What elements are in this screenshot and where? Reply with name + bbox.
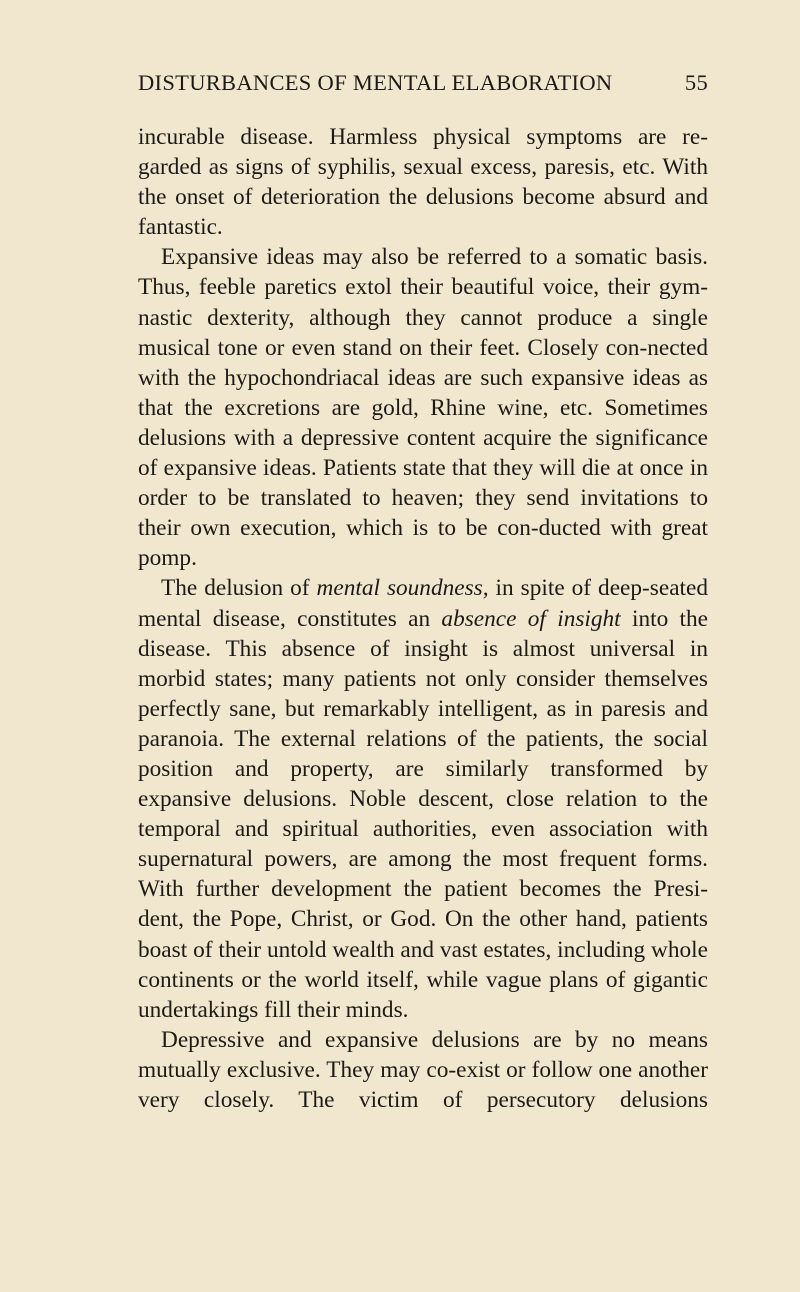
paragraph-3-text-b: in spite of deep-seated mental disease, constitutes an bbox=[138, 575, 708, 632]
paragraph-1 bbox=[138, 122, 708, 242]
paragraph-4 bbox=[138, 1025, 708, 1115]
running-title: DISTURBANCES OF MENTAL ELABORATION bbox=[138, 70, 613, 95]
paragraph-3-text-c: into the disease. This absence of insight is almost universal in morbid states; many patients not only consider themselves perfectly sane, but remarkably intelligent, as in paresis and paranoia. The external relations of the patients, the social position and property, are similarly transformed by expansive delusions. Noble descent, close relation to the temporal and spiritual authorities, even association with supernatural powers, are among the most frequent forms. With further development the patient becomes the Presi-dent, the Pope, Christ, or God. On the other hand, patients boast of their untold wealth and vast estates, including whole continents or the world itself, while vague plans of gigantic undertakings fill their minds. bbox=[138, 605, 709, 1023]
paragraph-2-text: Expansive ideas may also be referred to a somatic basis. Thus, feeble paretics extol their beautiful voice, their gym-nastic dexterity, although they cannot produce a single musical tone or even stand on their feet. Closely con-nected with the hypochondriacal ideas are such expansive ideas as that the excretions are gold, Rhine wine, etc. Sometimes delusions with a depressive content acquire the significance of expansive ideas. Patients state that they will die at once in order to be translated to heaven; they send invitations to their own execution, which is to be con-ducted with great pomp. bbox=[138, 244, 708, 572]
paragraph-3 bbox=[138, 573, 708, 1024]
paragraph-4-text: Depressive and expansive delusions are by no means mutually exclusive. They may co-exist or follow one another very closely. The victim of persecutory delusions bbox=[138, 1026, 708, 1113]
page-header bbox=[138, 70, 708, 110]
paragraph-2 bbox=[138, 242, 708, 573]
body-text bbox=[138, 122, 708, 1115]
paragraph-1-text: incurable disease. Harmless physical symptoms are re-garded as signs of syphilis, sexual excess, paresis, etc. With the onset of deterioration the delusions become absurd and fantastic. bbox=[138, 124, 708, 241]
page-number: 55 bbox=[684, 70, 708, 95]
paragraph-3-text-a: The delusion of bbox=[161, 575, 317, 602]
italic-absence-of-insight: absence of insight bbox=[441, 605, 621, 632]
italic-mental-soundness: mental soundness, bbox=[316, 575, 489, 602]
